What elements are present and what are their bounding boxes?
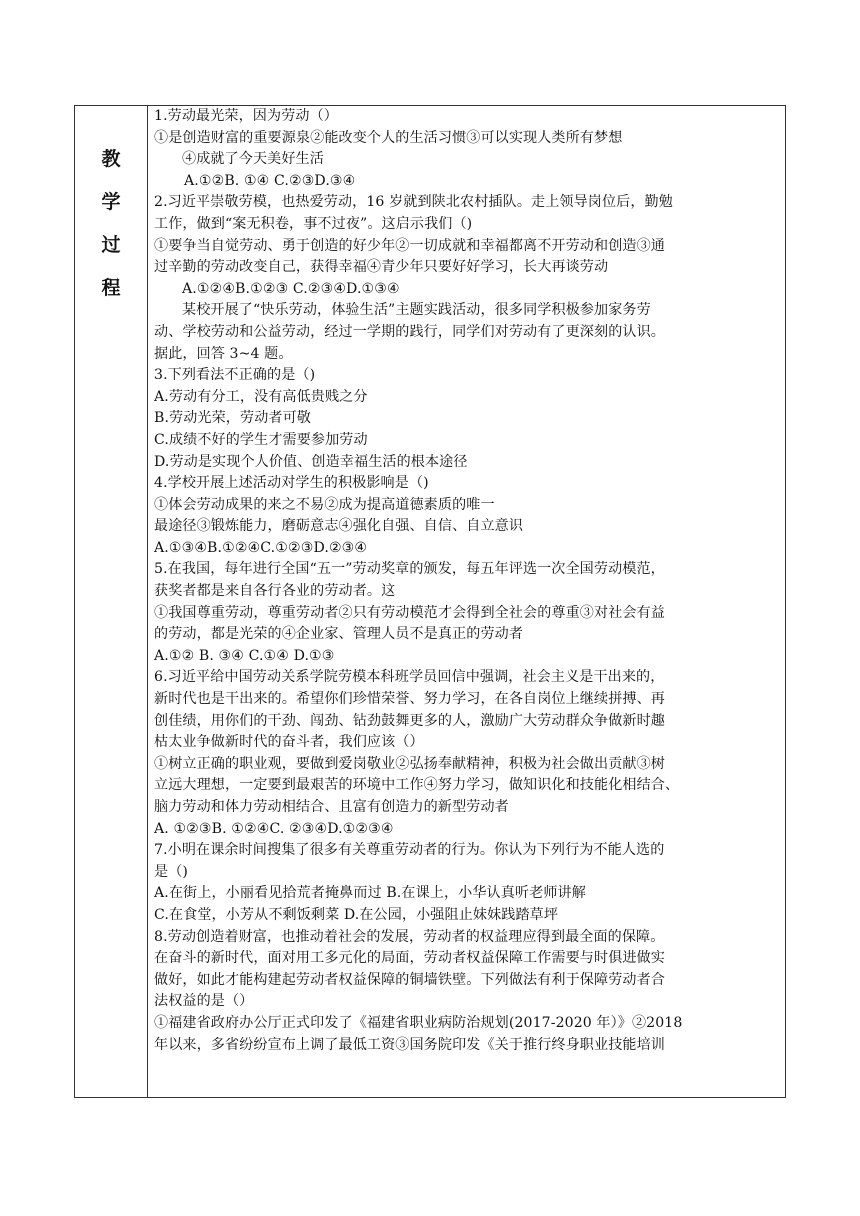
text-line: 脑力劳动和体力劳动相结合、且富有创造力的新型劳动者 xyxy=(154,799,509,815)
text-line: A.①② B. ③④ C.①④ D.①③ xyxy=(154,647,335,664)
text-line: 立远大理想，一定要到最艰苦的环境中工作④努力学习，做知识化和技能化相结合、 xyxy=(154,777,680,794)
text-line: ①树立正确的职业观，要做到爱岗敬业②弘扬奉献精神，积极为社会做出贡献③树 xyxy=(154,755,665,772)
lesson-table xyxy=(74,105,786,1098)
text-line: ①福建省政府办公厅正式印发了《福建省职业病防治规划(2017-2020 年）》②2018 xyxy=(154,1014,683,1031)
table-row xyxy=(75,106,786,1098)
section-label-char: 过 xyxy=(101,234,121,256)
text-line: 的劳动，都是光荣的④企业家、管理人员不是真正的劳动者 xyxy=(154,626,524,643)
text-line: C.在食堂，小芳从不剩饭剩菜 D.在公园，小强阻止妹妹践踏草坪 xyxy=(154,906,559,923)
text-line: ①体会劳动成果的来之不易②成为提高道德素质的唯一 xyxy=(154,496,495,513)
text-line: A.①②B. ①④ C.②③D.③④ xyxy=(184,172,356,189)
question-content xyxy=(148,106,785,1056)
text-line: 新时代也是干出来的。希望你们珍惜荣誉、努力学习，在各自岗位上继续拼搏、再 xyxy=(154,691,665,708)
section-label xyxy=(75,106,147,322)
text-line: 7.小明在课余时间搜集了很多有关尊重劳动者的行为。你认为下列行为不能人选的 xyxy=(154,842,665,859)
text-line: A.在街上，小丽看见拾荒者掩鼻而过 B.在课上，小华认真听老师讲解 xyxy=(154,885,586,902)
text-line: A. ①②③B. ①②④C. ②③④D.①②③④ xyxy=(154,820,394,837)
text-line: 是（) xyxy=(154,863,188,880)
text-line: 2.习近平崇敬劳模，也热爱劳动，16 岁就到陕北农村插队。走上领导岗位后，勤勉 xyxy=(154,194,673,211)
text-line: 最途径③锻炼能力，磨砺意志④强化自强、自信、自立意识 xyxy=(154,518,524,535)
section-label-char: 教 xyxy=(101,148,121,170)
section-label-char: 程 xyxy=(101,277,121,299)
text-line: ④成就了今天美好生活 xyxy=(182,151,324,168)
text-line: 枯太业争做新时代的奋斗者，我们应该（） xyxy=(154,734,424,751)
text-line: 某校开展了“快乐劳动，体验生活”主题实践活动，很多同学积极参加家务劳 xyxy=(182,302,651,319)
text-line: B.劳动光荣，劳动者可敬 xyxy=(154,410,311,427)
text-line: C.成绩不好的学生才需要参加劳动 xyxy=(154,431,368,448)
text-line: 过辛勤的劳动改变自己，获得幸福④青少年只要好好学习，长大再谈劳动 xyxy=(154,259,609,276)
text-line: 获奖者都是来自各行各业的劳动者。这 xyxy=(154,583,396,600)
text-line: 1.劳动最光荣，因为劳动（） xyxy=(154,108,338,124)
text-line: 8.劳动创造着财富，也推动着社会的发展，劳动者的权益理应得到最全面的保障。 xyxy=(154,928,665,945)
text-line: A.①③④B.①②④C.①②③D.②③④ xyxy=(154,539,368,556)
section-label-cell xyxy=(75,106,148,1098)
text-line: ①要争当自觉劳动、勇于创造的好少年②一切成就和幸福都离不开劳动和创造③通 xyxy=(154,237,665,254)
text-line: D.劳动是实现个人价值、创造幸福生活的根本途径 xyxy=(154,453,468,470)
text-line: 据此，回答 3~4 题。 xyxy=(154,345,293,362)
section-label-char: 学 xyxy=(101,191,121,213)
text-line: 在奋斗的新时代，面对用工多元化的局面，劳动者权益保障工作需要与时俱进做实 xyxy=(154,950,665,967)
text-line: A.①②④B.①②③ C.②③④D.①③④ xyxy=(182,280,400,297)
text-line: 创佳绩，用你们的干劲、闯劲、钻劲鼓舞更多的人，激励广大劳动群众争做新时趣 xyxy=(154,712,665,729)
text-line: 5.在我国，每年进行全国“五一”劳动奖章的颁发，每五年评选一次全国劳动模范， xyxy=(154,561,665,578)
text-line: 3.下列看法不正确的是（) xyxy=(154,367,316,384)
text-line: 动、学校劳动和公益劳动，经过一学期的践行，同学们对劳动有了更深刻的认识。 xyxy=(154,323,665,340)
text-line: 法权益的是（） xyxy=(154,993,254,1010)
text-line: 做好，如此才能构建起劳动者权益保障的铜墙铁壁。下列做法有利于保障劳动者合 xyxy=(154,971,665,988)
text-line: 工作，做到“案无积卷，事不过夜”。这启示我们（) xyxy=(154,215,473,232)
text-line: A.劳动有分工，没有高低贵贱之分 xyxy=(154,388,368,405)
text-line: 年以来，多省纷纷宣布上调了最低工资③国务院印发《关于推行终身职业技能培训 xyxy=(154,1036,665,1053)
text-line: 6.习近平给中国劳动关系学院劳模本科班学员回信中强调，社会主义是干出来的， xyxy=(154,669,665,686)
text-line: ①是创造财富的重要源泉②能改变个人的生活习惯③可以实现人类所有梦想 xyxy=(154,129,623,146)
text-line: 4.学校开展上述活动对学生的积极影响是（) xyxy=(154,475,429,492)
content-cell xyxy=(148,106,786,1098)
text-line: ①我国尊重劳动，尊重劳动者②只有劳动模范才会得到全社会的尊重③对社会有益 xyxy=(154,604,665,621)
